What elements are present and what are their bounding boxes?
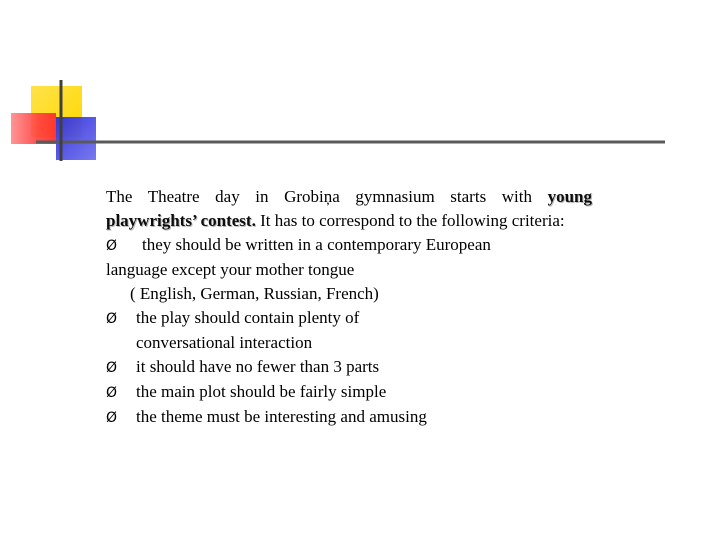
criteria-item-1-line-1: they should be written in a contemporary European: [142, 235, 491, 254]
criteria-item-2-line-1: the play should contain plenty of: [136, 308, 360, 327]
criteria-item-1: [106, 233, 592, 258]
slide-body: [106, 185, 592, 430]
criteria-item-5-text: the theme must be interesting and amusing: [136, 407, 427, 426]
arrow-bullet-icon: Ø: [106, 385, 118, 401]
title-decoration: [0, 0, 720, 200]
criteria-item-1-line-2: language except your mother tongue: [106, 260, 355, 279]
intro-emphasis: young playwrights’ contest.: [106, 187, 592, 230]
intro-text-start: The Theatre day in Grobiņa gymnasium starts with: [106, 187, 548, 206]
arrow-bullet-icon: Ø: [106, 360, 118, 376]
criteria-item-2-line-2: conversational interaction: [136, 333, 313, 352]
intro-text-end: It has to correspond to the following criteria:: [255, 211, 565, 230]
arrow-bullet-icon: Ø: [106, 311, 118, 327]
criteria-item-4-text: the main plot should be fairly simple: [136, 382, 387, 401]
criteria-item-4: [106, 380, 592, 405]
criteria-item-1-line-3: ( English, German, Russian, French): [130, 284, 379, 303]
criteria-item-3: [106, 355, 592, 380]
arrow-bullet-icon: Ø: [106, 238, 118, 254]
criteria-item-2: [106, 306, 592, 331]
criteria-item-3-text: it should have no fewer than 3 parts: [136, 357, 380, 376]
criteria-item-5: [106, 405, 592, 430]
arrow-bullet-icon: Ø: [106, 410, 118, 426]
red-bar: [11, 113, 56, 144]
intro-paragraph: [106, 185, 592, 233]
